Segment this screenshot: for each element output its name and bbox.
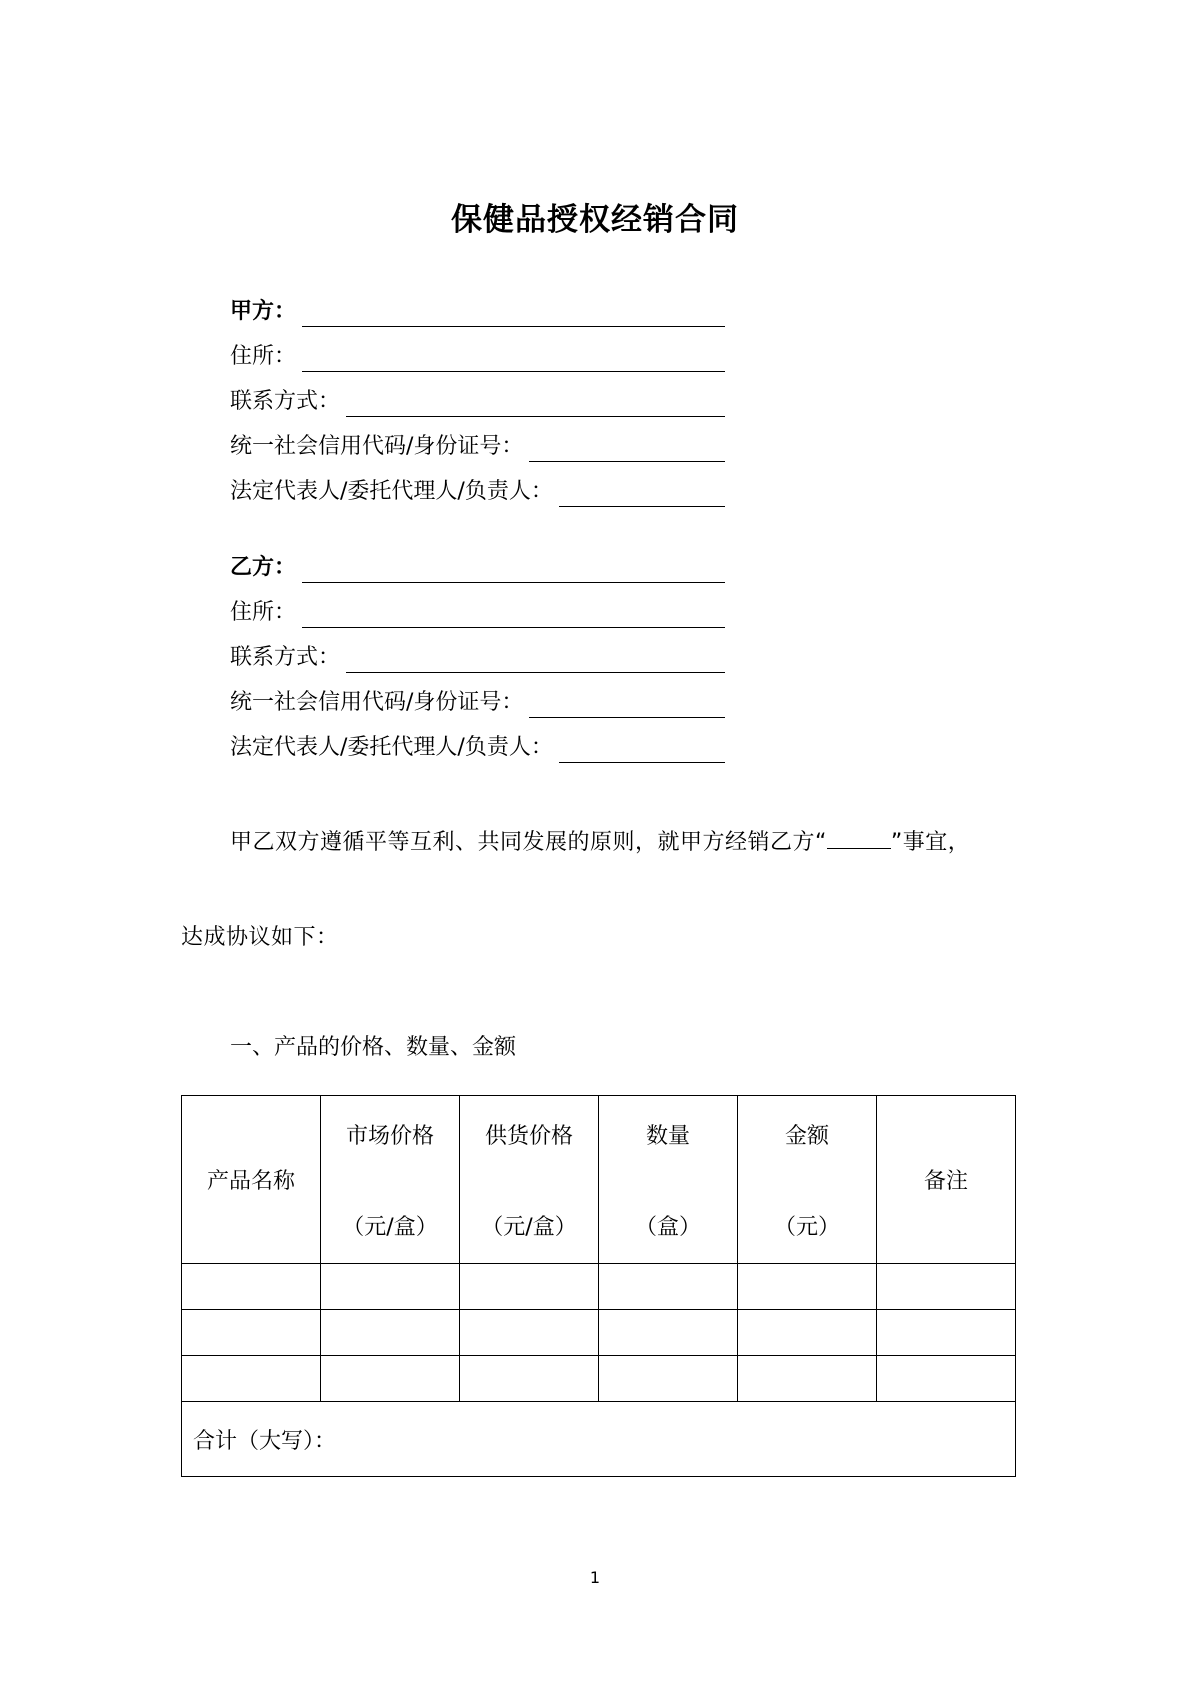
party-a-credit-code-row bbox=[230, 432, 725, 462]
party-b-representative-blank[interactable] bbox=[559, 736, 725, 763]
table-cell[interactable] bbox=[877, 1310, 1016, 1356]
header-amount-label: 金额 bbox=[784, 1123, 829, 1149]
party-b-contact-blank[interactable] bbox=[346, 646, 725, 673]
party-a-address-blank[interactable] bbox=[302, 345, 725, 372]
table-cell[interactable] bbox=[460, 1310, 599, 1356]
table-cell[interactable] bbox=[738, 1264, 877, 1310]
party-a-contact-blank[interactable] bbox=[346, 390, 725, 417]
party-a-address-row bbox=[230, 342, 725, 372]
party-b-contact-label: 联系方式： bbox=[230, 645, 341, 670]
table-cell[interactable] bbox=[599, 1264, 738, 1310]
party-a-name-label: 甲方： bbox=[230, 299, 297, 324]
party-b-representative-row bbox=[230, 733, 725, 763]
party-b-credit-code-blank[interactable] bbox=[529, 691, 725, 718]
party-a-representative-row bbox=[230, 477, 725, 507]
party-a-address-label: 住所： bbox=[230, 344, 297, 369]
intro-paragraph-line-1 bbox=[230, 826, 970, 858]
table-row bbox=[182, 1310, 1016, 1356]
header-market-price bbox=[321, 1096, 460, 1264]
product-name-blank[interactable] bbox=[827, 826, 891, 849]
table-cell[interactable] bbox=[460, 1356, 599, 1402]
table-row bbox=[182, 1356, 1016, 1402]
header-market-price-label: 市场价格 bbox=[345, 1123, 434, 1149]
header-product-name-label: 产品名称 bbox=[206, 1169, 295, 1194]
header-product-name bbox=[182, 1096, 321, 1264]
party-b-block bbox=[230, 553, 725, 778]
header-quantity-unit: （盒） bbox=[634, 1214, 701, 1240]
party-a-representative-label: 法定代表人/委托代理人/负责人： bbox=[230, 479, 553, 504]
total-amount-cell[interactable] bbox=[182, 1402, 1016, 1477]
table-cell[interactable] bbox=[738, 1356, 877, 1402]
table-cell[interactable] bbox=[877, 1264, 1016, 1310]
header-remarks-label: 备注 bbox=[923, 1169, 968, 1194]
header-amount bbox=[738, 1096, 877, 1264]
party-b-address-label: 住所： bbox=[230, 600, 297, 625]
party-a-credit-code-blank[interactable] bbox=[529, 435, 725, 462]
table-cell[interactable] bbox=[182, 1264, 321, 1310]
header-amount-unit: （元） bbox=[773, 1214, 840, 1240]
table-cell[interactable] bbox=[182, 1310, 321, 1356]
header-market-price-unit: （元/盒） bbox=[342, 1214, 438, 1240]
table-cell[interactable] bbox=[321, 1264, 460, 1310]
party-a-representative-blank[interactable] bbox=[559, 480, 725, 507]
table-header-row bbox=[182, 1096, 1016, 1264]
page-number: 1 bbox=[589, 1568, 601, 1587]
party-a-block bbox=[230, 297, 725, 522]
party-b-representative-label: 法定代表人/委托代理人/负责人： bbox=[230, 735, 553, 760]
table-cell[interactable] bbox=[321, 1310, 460, 1356]
party-b-name-blank[interactable] bbox=[302, 556, 725, 583]
header-quantity bbox=[599, 1096, 738, 1264]
header-supply-price bbox=[460, 1096, 599, 1264]
table-cell[interactable] bbox=[599, 1356, 738, 1402]
party-a-credit-code-label: 统一社会信用代码/身份证号： bbox=[230, 434, 524, 459]
party-b-address-blank[interactable] bbox=[302, 601, 725, 628]
table-cell[interactable] bbox=[877, 1356, 1016, 1402]
table-cell[interactable] bbox=[182, 1356, 321, 1402]
table-total-row bbox=[182, 1402, 1016, 1477]
total-amount-label: 合计（大写）： bbox=[193, 1428, 337, 1454]
table-cell[interactable] bbox=[460, 1264, 599, 1310]
header-quantity-label: 数量 bbox=[645, 1123, 690, 1149]
table-cell[interactable] bbox=[738, 1310, 877, 1356]
party-b-credit-code-row bbox=[230, 688, 725, 718]
intro-text-before-blank: 甲乙双方遵循平等互利、共同发展的原则，就甲方经销乙方“ bbox=[230, 830, 827, 855]
header-remarks bbox=[877, 1096, 1016, 1264]
table-cell[interactable] bbox=[321, 1356, 460, 1402]
header-supply-price-unit: （元/盒） bbox=[481, 1214, 577, 1240]
party-b-name-label: 乙方： bbox=[230, 555, 297, 580]
table-row bbox=[182, 1264, 1016, 1310]
document-title: 保健品授权经销合同 bbox=[451, 202, 739, 238]
intro-text-after-blank: ”事宜， bbox=[890, 830, 971, 855]
party-a-name-blank[interactable] bbox=[302, 300, 725, 327]
party-b-contact-row bbox=[230, 643, 725, 673]
party-b-credit-code-label: 统一社会信用代码/身份证号： bbox=[230, 690, 524, 715]
party-a-contact-label: 联系方式： bbox=[230, 389, 341, 414]
party-a-contact-row bbox=[230, 387, 725, 417]
party-a-name-row bbox=[230, 297, 725, 327]
party-b-name-row bbox=[230, 553, 725, 583]
section-1-heading: 一、产品的价格、数量、金额 bbox=[230, 1035, 517, 1060]
table-cell[interactable] bbox=[599, 1310, 738, 1356]
header-supply-price-label: 供货价格 bbox=[484, 1123, 573, 1149]
intro-paragraph-line-2: 达成协议如下： bbox=[181, 925, 339, 950]
party-b-address-row bbox=[230, 598, 725, 628]
product-price-table bbox=[181, 1095, 1016, 1477]
